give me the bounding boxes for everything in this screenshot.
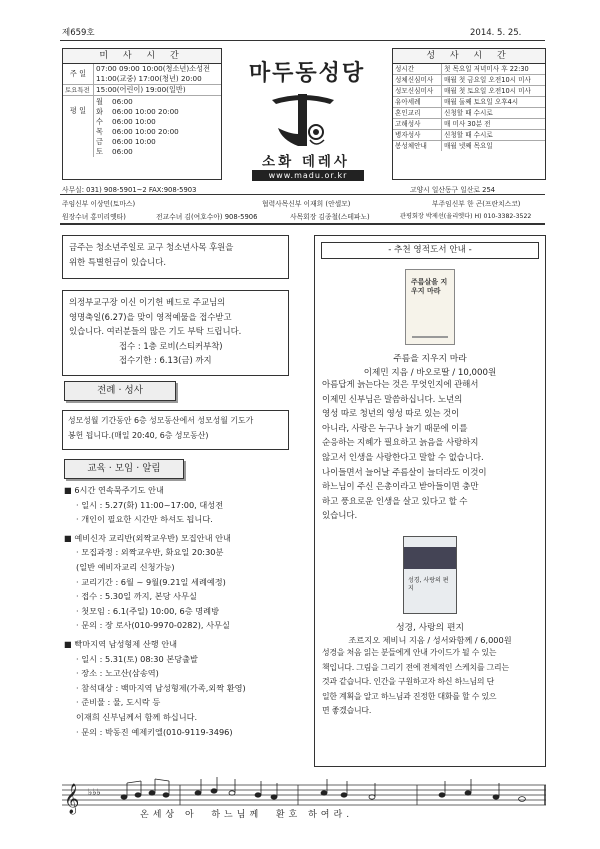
sacrament-label: 고해성사 [393,119,442,130]
melody-notes [121,777,525,801]
weekday-day: 화 [96,107,103,116]
event-item: (일반 예비자교리 신청가능) [76,561,175,572]
sacrament-value: 매월 넷째 목요일 [442,141,546,152]
mass-weekday-label [63,96,94,158]
office-phone: 사무실: 031) 908-5901~2 FAX:908-5903 [62,186,197,194]
sacrament-value: 매월 첫 금요일 오전10시 미사 [442,75,546,86]
book1-desc-line: 하고 풍요로운 인생을 살고 있다고 할 수 [322,496,468,507]
sacrament-value: 매월 첫 토요일 오전10시 미사 [442,86,546,97]
weekday-day: 금 [96,137,103,146]
weekday-day: 월 [96,97,103,106]
pastor-name: 주임신부 이상민(토마스) [62,200,136,208]
mass-saturday-label: 토요특전 [63,85,94,96]
square-bullet-icon: ■ [64,485,75,495]
sacrament-value: 신청할 때 수시로 [442,130,546,141]
sacrament-times-box [392,48,546,180]
issue-number: 제659호 [62,28,95,38]
book-recommendation-box [314,235,546,767]
notice-line: 의정부교구장 이신 이기헌 베드로 주교님의 [69,297,226,307]
event-title: ■ 6시간 연속묵주기도 안내 [64,485,164,495]
website-link[interactable]: www.madu.or.kr [252,170,364,181]
book2-desc-line: 면 좋겠습니다. [322,706,372,716]
weekday-times: 06:00 10:00 20:00 [112,107,179,116]
section-liturgy-heading: 전례 · 성사 [64,381,176,401]
book2-cover-band [404,547,456,569]
assistant-priest-name: 부주임신부 한 곤(프란치스코) [432,200,521,208]
sacrament-label: 유아세례 [393,97,442,108]
parish-name: 마두동성당 [248,61,366,86]
head-nun-name: 원장수녀 홍미리옛타) [62,213,126,221]
notice-deadline: 접수기한 : 6.13(금) 까지 [119,355,212,366]
event-item: · 개인이 필요한 시간만 하셔도 됩니다. [76,514,213,525]
header-rule [60,40,545,41]
sacrament-label: 성모신심미사 [393,86,442,97]
notice-line: 있습니다. 여러분들의 많은 기도 부탁 드립니다. [69,326,242,337]
square-bullet-icon: ■ [64,532,75,543]
pastoral-council-name: 사목회장 김종철(스테파노) [290,213,370,221]
sacrament-label: 성체신심미사 [393,75,442,86]
event-item: · 모집과정 : 외짝교우반, 화요일 20:30분 [76,547,224,558]
book1-desc-line: 않고서 인생을 사랑한다고 말할 수 없습니다. [322,452,484,463]
council-chair-name: 관평회장 박제선(율리엣다) H) 010-3382-3522 [400,213,532,220]
book1-author: 이제민 지음 / 바오로딸 / 10,000원 [363,368,497,378]
song-lyrics: 온세상 아 하느님께 환호 하여라. [140,810,354,820]
book-section-title: - 추천 영적도서 안내 - [321,242,539,259]
patron-saint: 소화 데레사 [262,154,350,170]
section-edu-heading: 교육 · 모임 · 알림 [64,459,184,479]
weekday-times: 06:00 [112,97,133,106]
book2-desc-line: 성경을 처음 읽는 분들에게 안내 가이드가 될 수 있는 [322,647,497,657]
notice-bishop-feast [62,290,289,376]
liturgy-line: 봉헌 됩니다.(매일 20:40, 6층 성모동산) [68,430,209,440]
book1-desc-line: 순응하는 지혜가 필요하고 늙음을 사랑하지 [322,438,479,449]
book1-desc-line: 하느님이 주신 은총이라고 받아들이면 충만 [322,482,479,493]
book1-desc-line: 아니라, 사랑은 누구나 늙기 때문에 이를 [322,423,468,434]
sacrament-value: 매월 둘째 토요일 오후4시 [442,97,546,108]
event-item: · 일시 : 5.27(화) 11:00~17:00, 대성전 [76,499,224,510]
weekday-times: 06:00 10:00 20:00 [112,127,179,136]
sacrament-value: 매 미사 30분 전 [442,119,546,130]
weekday-row [96,127,219,137]
sacrament-label: 병자성사 [393,130,442,141]
flat-key-icon: ♭♭♭ [88,788,101,798]
mass-weekday-label-text: 평 일 [69,106,87,115]
weekday-times: 06:00 10:00 [112,117,156,126]
liturgy-line: 성모성월 기간동안 6층 성모동산에서 성모성월 기도가 [68,416,254,425]
mass-saturday-times: 15:00(어린이) 19:00(일반) [94,85,222,96]
weekday-row [96,147,219,157]
book2-cover-title: 성경, 사랑의 편지 [408,576,449,592]
sacrament-times-title: 성 사 시 간 [393,49,545,64]
sacrament-value: 신청할 때 수시로 [442,108,546,119]
book1-desc-line: 있습니다. [322,511,358,522]
sacrament-label: 봉성체안내 [395,142,427,150]
event-title: ■ 빡마지역 남성형제 산행 안내 [64,638,178,649]
weekday-times: 06:00 10:00 [112,137,156,146]
book1-cover-title: 주름살을 지우지 마라 [411,278,448,295]
event-item: · 준비물 : 물, 도시락 등 [76,697,161,708]
weekday-row [96,107,219,117]
notice-line: 영명축일(6.27)을 맞이 영적예물을 접수받고 [69,311,232,322]
weekday-day: 목 [96,127,103,136]
mass-sunday-line1: 07:00 09:00 10:00(청소년)소성전 [96,64,210,73]
weekday-times: 06:00 [112,147,133,156]
notice-youth-sunday [62,235,289,279]
book2-cover [403,536,457,614]
liturgy-notice-box [62,410,289,450]
book2-desc-line: 책입니다. 그림을 그리기 전에 전체적인 스케치를 그리는 [322,662,509,672]
mass-times-title: 미 사 시 간 [63,49,221,64]
sacrament-value: 첫 목요일 저녁미사 후 22:30 [442,64,546,75]
event-item: · 교리기간 : 6월 ~ 9월(9.21일 세례예정) [76,576,226,587]
weekday-row [96,97,219,107]
weekday-day: 수 [96,117,103,126]
book1-cover-stripe [412,336,448,338]
event-item: · 참석대상 : 백마지역 남성형제(가족,외짝 환영) [76,682,246,693]
square-bullet-icon: ■ [64,638,75,649]
notice-line: 금주는 청소년주일로 교구 청소년사목 후원을 [69,242,234,252]
event-item: · 일시 : 5.31(토) 08:30 본당출발 [76,653,198,664]
mass-sunday-line2: 11:00(교중) 17:00(청년) 20:00 [96,74,202,83]
notice-reception: 접수 : 1층 로비(스티커부착) [119,340,223,351]
book2-desc-line: 것과 같습니다. 인간을 구원하고자 하신 하느님의 단 [322,677,495,687]
event-item: · 문의 : 장 로사(010-9970-0282), 사무실 [76,620,230,631]
staff-rule [60,194,545,195]
book2-desc-line: 일한 계획을 알고 하느님과 진정한 대화를 할 수 있으 [322,691,497,701]
event-title: ■ 예비신자 교리반(외짝교우반) 모집안내 안내 [64,532,231,543]
book1-desc-line: 이제민 신부님은 말씀하십니다. 노년의 [322,394,463,405]
parish-address: 고양시 일산동구 일산로 254 [410,186,496,194]
book2-author: 조르지오 제비니 지음 / 성서와함께 / 6,000원 [348,634,512,645]
book1-desc-line: 나이들면서 늘어날 주름살이 늘더라도 이것이 [322,467,487,478]
event-item: · 장소 : 노고산(삼송역) [76,668,159,679]
mass-times-box [62,48,222,180]
event-item: · 문의 : 박동진 예제키엘(010-9119-3496) [76,726,233,737]
event-item: 이재희 신부님께서 함께 하십니다. [76,711,198,722]
weekday-day: 토 [96,147,103,156]
event-item: · 첫모임 : 6.1(주일) 10:00, 6층 명례방 [76,605,219,616]
header-bottom-rule [60,223,545,225]
weekday-row [96,137,219,147]
notice-line: 위한 특별헌금이 있습니다. [69,256,166,267]
treble-clef-icon: 𝄞 [64,784,80,814]
mission-nun-name: 전교수녀 김(여호수아) 908-5906 [156,213,258,221]
cross-rose-logo-icon [268,88,338,148]
event-item: · 접수 : 5.30일 까지, 본당 사무실 [76,591,197,602]
events-list [64,483,294,739]
book1-title: 주름을 지우지 마라 [393,354,467,364]
weekday-row [96,117,219,127]
book2-title: 성경, 사랑의 편지 [396,622,464,633]
book1-desc-line: 아름답게 늙는다는 것은 무엇인지에 관해서 [322,380,479,390]
mass-sunday-label: 주 일 [63,64,94,85]
coop-priest-name: 협력사목신부 이재희 (안셀모) [262,200,351,208]
sacrament-label: 성시간 [393,64,442,75]
book1-cover [405,269,455,345]
issue-date: 2014. 5. 25. [470,28,522,38]
book1-desc-line: 영성 따로 청년의 영성 따로 있는 것이 [322,409,460,420]
sacrament-label: 혼인교리 [393,108,442,119]
